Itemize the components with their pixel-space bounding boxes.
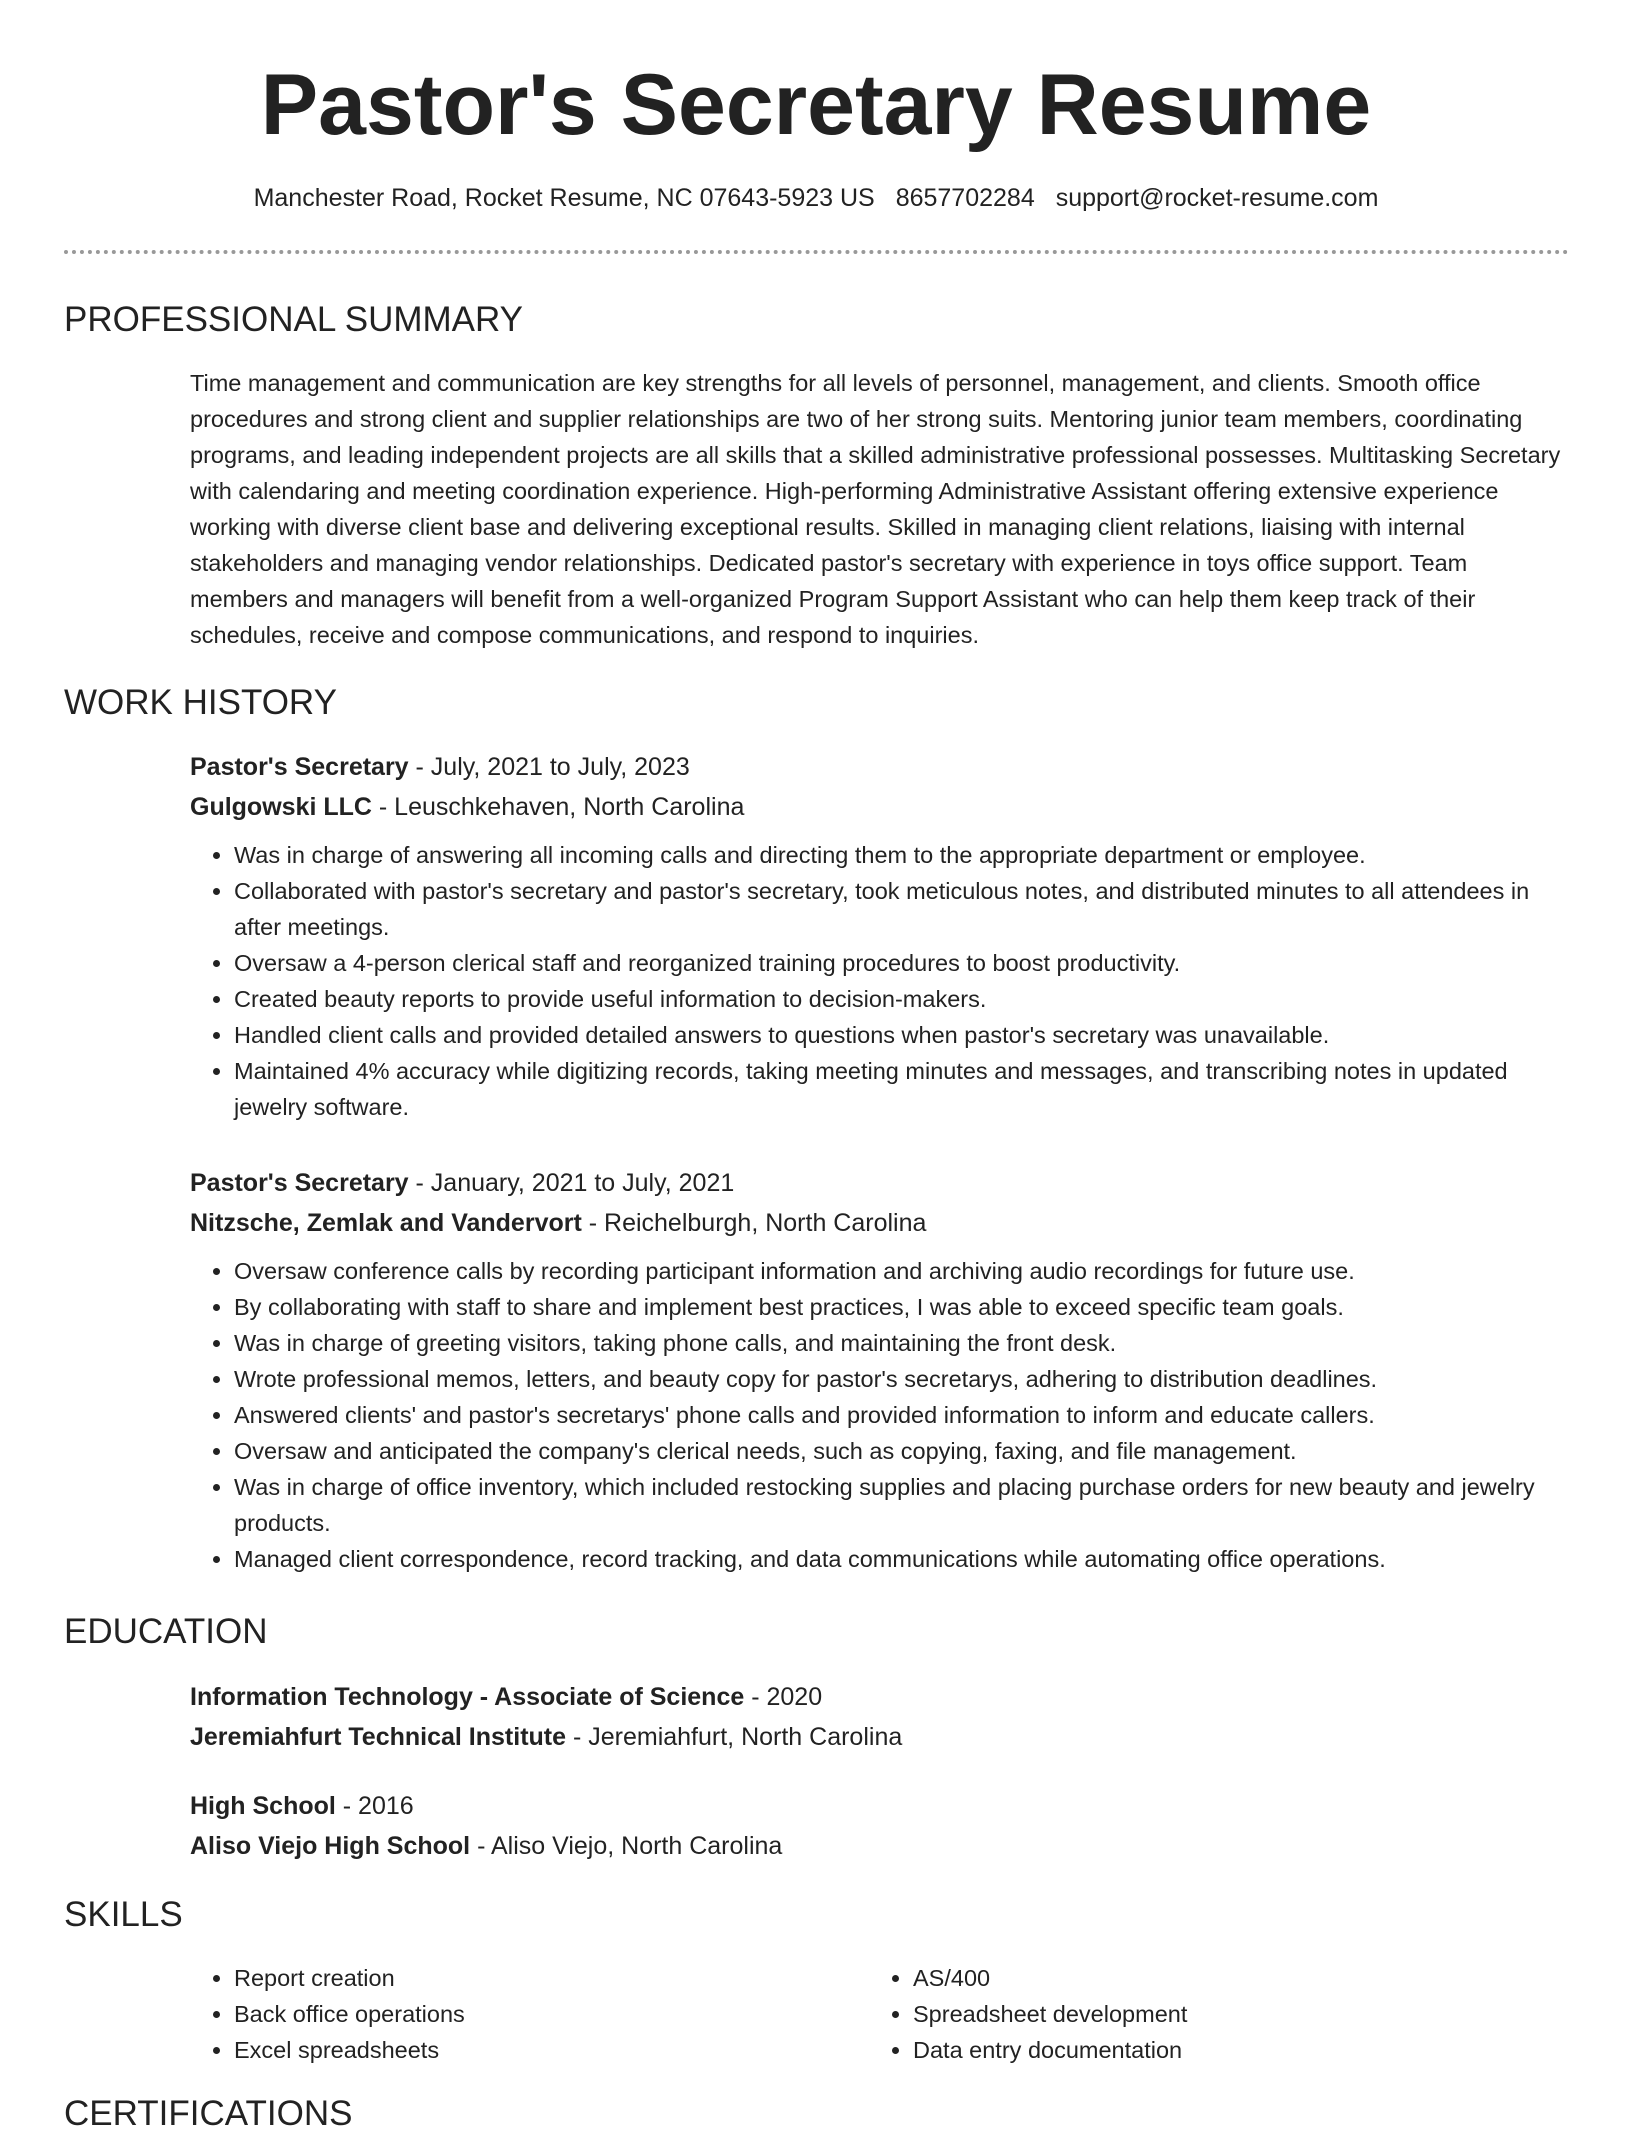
list-item: • Collaborated with pastor's secretary and pastor's secretary, took meticulous notes, and distributed minutes to all attendees in after meetings. (234, 873, 1570, 945)
list-item: • Oversaw and anticipated the company's clerical needs, such as copying, faxing, and file management. (234, 1433, 1570, 1469)
list-item: • Back office operations (234, 1996, 834, 2032)
list-item: • Was in charge of office inventory, which included restocking supplies and placing purchase orders for new beauty and jewelry products. (234, 1469, 1570, 1541)
contact-email: support@rocket-resume.com (1055, 184, 1379, 212)
list-item: • Oversaw conference calls by recording participant information and archiving audio recordings for future use. (234, 1253, 1570, 1289)
education-year: - 2020 (744, 1683, 823, 1711)
job-title: Pastor's Secretary (190, 753, 409, 781)
contact-phone: 8657702284 (895, 184, 1035, 212)
contact-address: Manchester Road, Rocket Resume, NC 07643-5923 US (253, 184, 875, 212)
contact-line (0, 180, 1632, 216)
job-company-line (190, 1203, 1570, 1243)
list-item: • Answered clients' and pastor's secretarys' phone calls and provided information to inform and educate callers. (234, 1397, 1570, 1433)
job-company: Gulgowski LLC (190, 793, 372, 821)
education-school: Aliso Viejo High School (190, 1832, 471, 1860)
section-heading-skills: SKILLS (64, 1895, 183, 1934)
job-dates: - July, 2021 to July, 2023 (408, 753, 690, 781)
list-item: • Was in charge of answering all incoming calls and directing them to the appropriate department or employee. (234, 837, 1570, 873)
job-bullets (190, 837, 1570, 1125)
job-dates: - January, 2021 to July, 2021 (408, 1169, 735, 1197)
education-location: - Jeremiahfurt, North Carolina (566, 1723, 903, 1751)
skills-column-right (869, 1960, 1513, 2068)
education-school: Jeremiahfurt Technical Institute (190, 1723, 567, 1751)
education-degree-line (190, 1786, 1570, 1826)
section-heading-work-history: WORK HISTORY (64, 683, 337, 722)
list-item: • Wrote professional memos, letters, and beauty copy for pastor's secretarys, adhering to distribution deadlines. (234, 1361, 1570, 1397)
list-item: • Report creation (234, 1960, 834, 1996)
list-item: • Spreadsheet development (913, 1996, 1513, 2032)
job-title-line (190, 747, 1570, 787)
job-entry (190, 1163, 1570, 1577)
job-location: - Reichelburgh, North Carolina (581, 1209, 927, 1237)
section-heading-certifications: CERTIFICATIONS (64, 2094, 353, 2133)
list-item: • AS/400 (913, 1960, 1513, 1996)
section-heading-summary: PROFESSIONAL SUMMARY (64, 300, 523, 339)
header-divider (64, 250, 1569, 254)
education-degree: High School (190, 1792, 336, 1820)
job-entry (190, 747, 1570, 1125)
job-title: Pastor's Secretary (190, 1169, 409, 1197)
education-entry (190, 1677, 1570, 1757)
list-item: • Was in charge of greeting visitors, taking phone calls, and maintaining the front desk. (234, 1325, 1570, 1361)
education-school-line (190, 1717, 1570, 1757)
list-item: • Created beauty reports to provide useful information to decision-makers. (234, 981, 1570, 1017)
education-degree-line (190, 1677, 1570, 1717)
list-item: • Managed client correspondence, record tracking, and data communications while automating office operations. (234, 1541, 1570, 1577)
skills-column-left (190, 1960, 834, 2068)
summary-text: Time management and communication are key strengths for all levels of personnel, management, and clients. Smooth office procedures and strong client and supplier relationships are two of her strong suits. Mentoring junior team members, coordinating programs, and leading independent projects are all skills that a skilled administrative professional possesses. Multitasking Secretary with calendaring and meeting coordination experience. High-performing Administrative Assistant offering extensive experience working with diverse client base and delivering exceptional results. Skilled in managing client relations, liaising with internal stakeholders and managing vendor relationships. Dedicated pastor's secretary with experience in toys office support. Team members and managers will benefit from a well-organized Program Support Assistant who can help them keep track of their schedules, receive and compose communications, and respond to inquiries. (190, 370, 1561, 648)
job-bullets (190, 1253, 1570, 1577)
list-item: • Maintained 4% accuracy while digitizing records, taking meeting minutes and messages, and transcribing notes in updated jewelry software. (234, 1053, 1570, 1125)
job-company: Nitzsche, Zemlak and Vandervort (190, 1209, 582, 1237)
education-entry (190, 1786, 1570, 1866)
section-heading-education: EDUCATION (64, 1612, 268, 1651)
education-degree: Information Technology - Associate of Science (190, 1683, 745, 1711)
education-location: - Aliso Viejo, North Carolina (470, 1832, 783, 1860)
list-item: • Data entry documentation (913, 2032, 1513, 2068)
job-title-line (190, 1163, 1570, 1203)
list-item: • Handled client calls and provided detailed answers to questions when pastor's secretary was unavailable. (234, 1017, 1570, 1053)
list-item: • By collaborating with staff to share and implement best practices, I was able to exceed specific team goals. (234, 1289, 1570, 1325)
education-year: - 2016 (335, 1792, 414, 1820)
page-title: Pastor's Secretary Resume (260, 57, 1372, 153)
job-location: - Leuschkehaven, North Carolina (371, 793, 745, 821)
list-item: • Excel spreadsheets (234, 2032, 834, 2068)
list-item: • Oversaw a 4-person clerical staff and reorganized training procedures to boost productivity. (234, 945, 1570, 981)
education-school-line (190, 1826, 1570, 1866)
job-company-line (190, 787, 1570, 827)
